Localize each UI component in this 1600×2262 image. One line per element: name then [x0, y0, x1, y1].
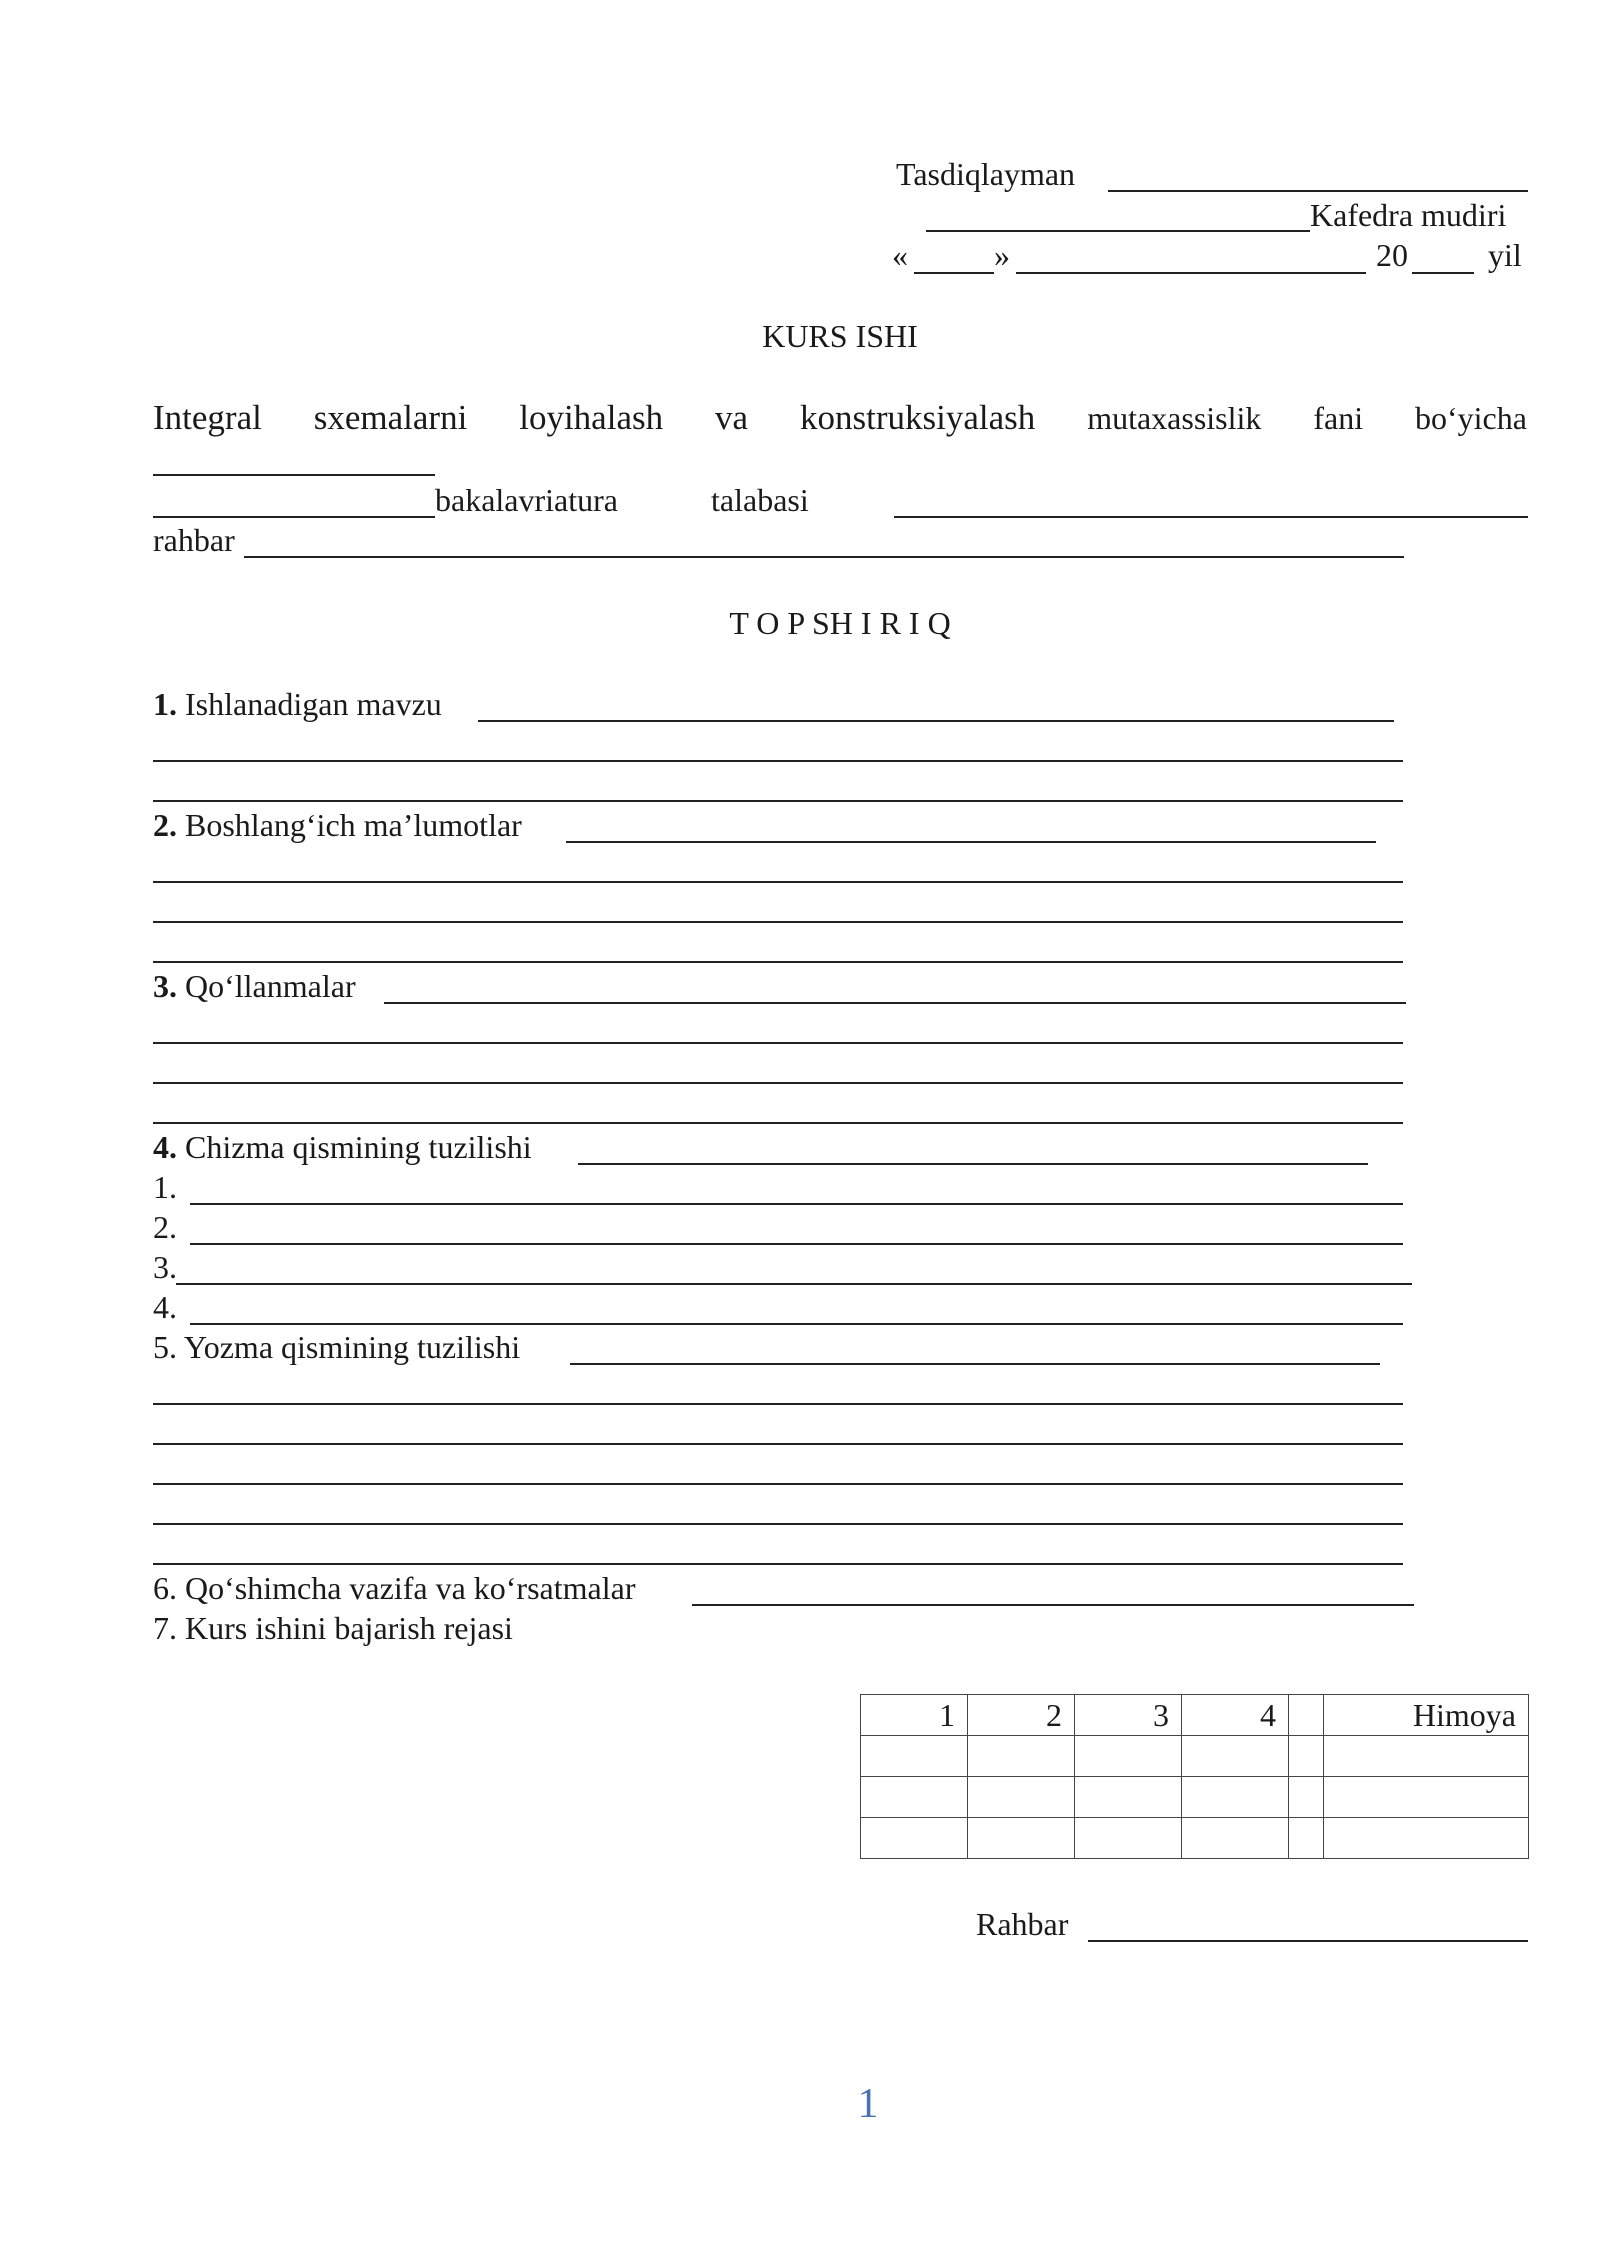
approve-line: [896, 154, 1075, 194]
plan-table-row: [861, 1818, 1529, 1859]
plan-cell[interactable]: [1324, 1736, 1529, 1777]
plan-cell[interactable]: [1324, 1818, 1529, 1859]
item-text: Chizma qismining tuzilishi: [185, 1129, 532, 1165]
subject-word: fani: [1313, 400, 1364, 436]
subject-word: bo‘yicha: [1415, 400, 1527, 436]
student-label: talabasi: [711, 482, 809, 518]
plan-cell[interactable]: [968, 1736, 1075, 1777]
item-2-extra-line: [153, 961, 1403, 963]
open-quote: «: [892, 237, 908, 273]
plan-cell[interactable]: [861, 1736, 968, 1777]
head-signature-blank: [926, 230, 1310, 232]
plan-table-header-row: [861, 1695, 1529, 1736]
item-number: 3.: [153, 968, 177, 1004]
item-2-blank: [566, 841, 1376, 843]
drawing-sub-3-blank: [176, 1283, 1412, 1285]
plan-cell[interactable]: [1182, 1777, 1289, 1818]
item-3-label: [153, 966, 356, 1006]
supervisor-name-blank: [244, 556, 1404, 558]
drawing-sub-4-blank: [190, 1323, 1403, 1325]
plan-cell[interactable]: [861, 1777, 968, 1818]
item-6-blank: [692, 1604, 1414, 1606]
item-5-extra-line: [153, 1563, 1403, 1565]
item-text: Boshlang‘ich ma’lumotlar: [185, 807, 522, 843]
approve-signature-blank: [1108, 190, 1528, 192]
item-2-extra-line: [153, 921, 1403, 923]
item-7-label: 7. Kurs ishini bajarish rejasi: [153, 1610, 513, 1646]
plan-cell[interactable]: [861, 1818, 968, 1859]
drawing-sub-2-blank: [190, 1243, 1403, 1245]
item-5-extra-line: [153, 1523, 1403, 1525]
drawing-sub-1: 1.: [153, 1169, 177, 1205]
item-3-extra-line: [153, 1042, 1403, 1044]
plan-cell[interactable]: [1075, 1777, 1182, 1818]
doc-title: KURS ISHI: [762, 318, 918, 354]
item-5-extra-line: [153, 1483, 1403, 1485]
plan-cell[interactable]: [1289, 1777, 1324, 1818]
group-blank: [153, 474, 435, 476]
plan-cell[interactable]: [1182, 1818, 1289, 1859]
plan-header-cell: 2: [968, 1695, 1075, 1736]
supervisor-label: rahbar: [153, 522, 235, 558]
plan-table-row: [861, 1736, 1529, 1777]
head-label: Kafedra mudiri: [1310, 197, 1507, 233]
subject-word: loyihalash: [519, 398, 664, 437]
day-blank: [914, 272, 994, 274]
item-number: 4.: [153, 1129, 177, 1165]
item-1-extra-line: [153, 800, 1403, 802]
item-5-label: 5. Yozma qismining tuzilishi: [153, 1329, 521, 1365]
assignment-title: T O P SH I R I Q: [729, 605, 951, 641]
plan-cell[interactable]: [1289, 1818, 1324, 1859]
subject-word: Integral: [153, 398, 262, 437]
item-5-extra-line: [153, 1403, 1403, 1405]
item-3-extra-line: [153, 1082, 1403, 1084]
month-blank: [1016, 272, 1366, 274]
subject-line: [153, 398, 1527, 438]
close-quote: »: [994, 237, 1010, 273]
item-text: Qo‘llanmalar: [185, 968, 356, 1004]
approve-label: Tasdiqlayman: [896, 156, 1076, 192]
plan-cell[interactable]: [1182, 1736, 1289, 1777]
plan-header-cell: [1289, 1695, 1324, 1736]
subject-word: mutaxassislik: [1087, 400, 1262, 436]
plan-table: [860, 1694, 1529, 1859]
item-1-blank: [478, 720, 1394, 722]
plan-cell[interactable]: [968, 1777, 1075, 1818]
year-prefix: 20: [1376, 237, 1408, 273]
drawing-sub-1-blank: [190, 1203, 1403, 1205]
item-number: 2.: [153, 807, 177, 843]
plan-header-cell: 4: [1182, 1695, 1289, 1736]
item-text: Ishlanadigan mavzu: [185, 686, 442, 722]
subject-word: sxemalarni: [313, 398, 468, 437]
plan-cell[interactable]: [1324, 1777, 1529, 1818]
item-5-extra-line: [153, 1443, 1403, 1445]
plan-table-row: [861, 1777, 1529, 1818]
item-4-blank: [578, 1163, 1368, 1165]
level-label: bakalavriatura: [435, 482, 618, 518]
item-6-label: 6. Qo‘shimcha vazifa va ko‘rsatmalar: [153, 1570, 636, 1606]
item-1-extra-line: [153, 760, 1403, 762]
drawing-sub-4: 4.: [153, 1289, 177, 1325]
plan-cell[interactable]: [1075, 1736, 1182, 1777]
item-3-extra-line: [153, 1122, 1403, 1124]
item-number: 1.: [153, 686, 177, 722]
item-4-label: [153, 1127, 532, 1167]
year-suffix: yil: [1488, 237, 1522, 273]
plan-cell[interactable]: [968, 1818, 1075, 1859]
drawing-sub-2: 2.: [153, 1209, 177, 1245]
item-5-blank: [570, 1363, 1380, 1365]
page-number: 1: [857, 2081, 879, 2127]
supervisor-sign-blank: [1088, 1940, 1528, 1942]
plan-cell[interactable]: [1289, 1736, 1324, 1777]
course-blank: [153, 516, 435, 518]
plan-header-cell: 1: [861, 1695, 968, 1736]
item-2-extra-line: [153, 881, 1403, 883]
item-3-blank: [384, 1002, 1406, 1004]
item-1-label: [153, 684, 442, 724]
plan-header-cell: 3: [1075, 1695, 1182, 1736]
supervisor-sign-label: Rahbar: [976, 1906, 1069, 1942]
item-2-label: [153, 805, 522, 845]
subject-word: konstruksiyalash: [800, 398, 1036, 437]
subject-word: va: [715, 398, 749, 437]
drawing-sub-3: 3.: [153, 1249, 177, 1285]
plan-header-cell: Himoya: [1324, 1695, 1529, 1736]
student-name-blank: [894, 516, 1528, 518]
plan-cell[interactable]: [1075, 1818, 1182, 1859]
year-blank: [1412, 272, 1474, 274]
